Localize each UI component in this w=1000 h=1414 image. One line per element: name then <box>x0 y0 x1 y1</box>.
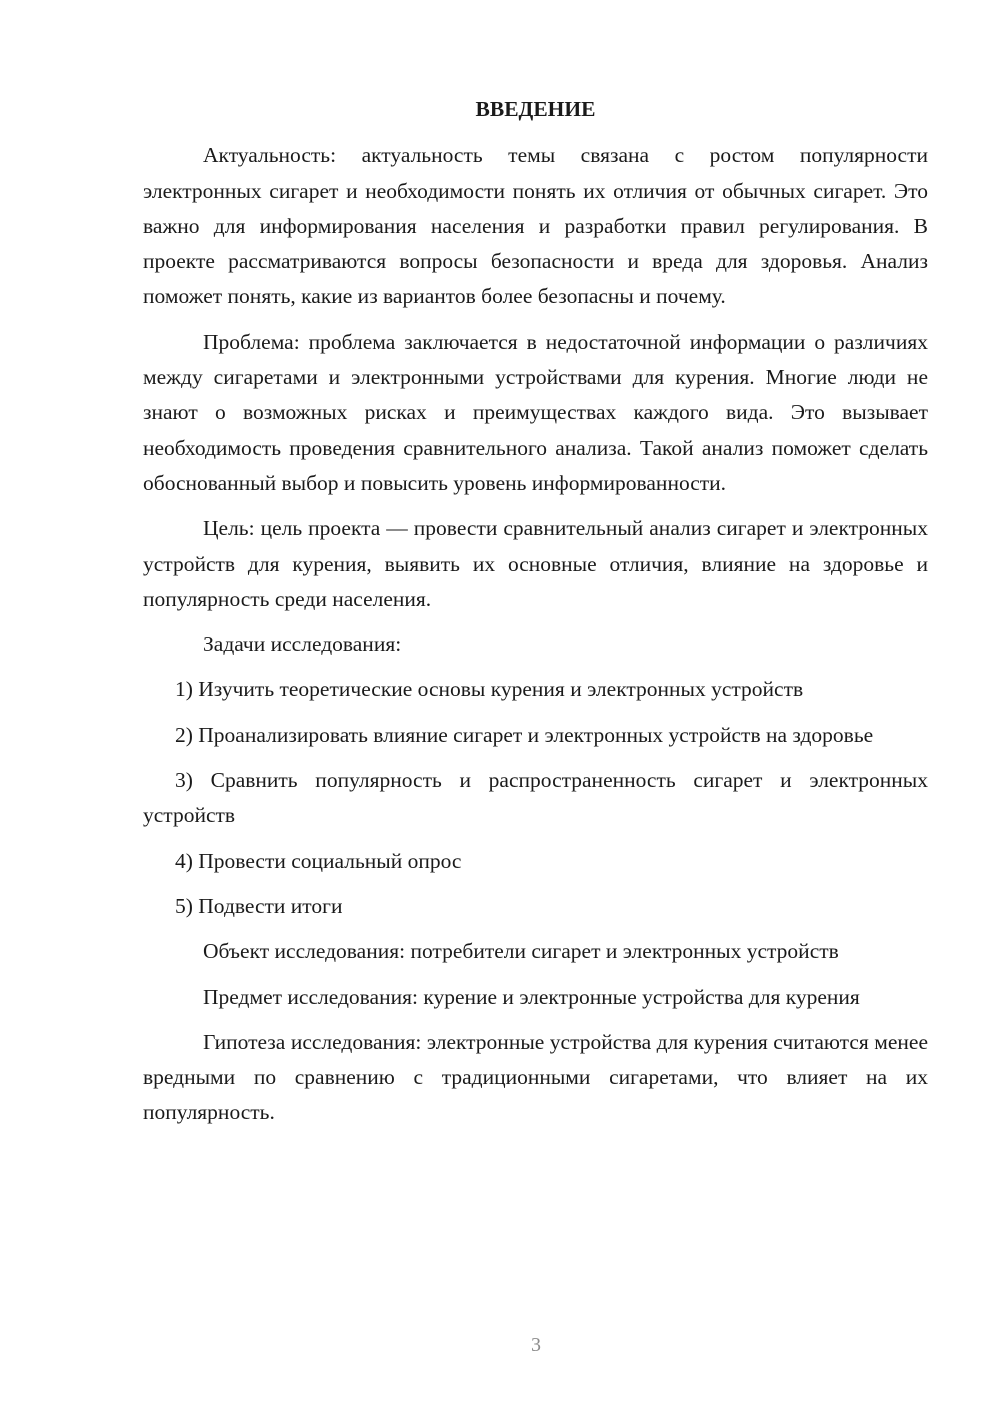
paragraph-subject: Предмет исследования: курение и электронные устройства для курения <box>203 984 860 1009</box>
document-page <box>143 92 928 1141</box>
paragraph-goal: Цель: цель проекта — провести сравнительный анализ сигарет и электронных устройств для курения, выявить их основные отличия, влияние на здоровье и популярность среди населения. <box>143 516 928 611</box>
task-item-4: 4) Провести социальный опрос <box>175 848 462 873</box>
paragraph-tasks-heading: Задачи исследования: <box>203 632 402 657</box>
task-item-2: 2) Проанализировать влияние сигарет и электронных устройств на здоровье <box>175 722 874 747</box>
section-title: ВВЕДЕНИЕ <box>475 97 596 121</box>
task-item-5: 5) Подвести итоги <box>175 893 343 918</box>
paragraph-problem: Проблема: проблема заключается в недостаточной информации о различиях между сигаретами и электронными устройствами для курения. Многие люди не знают о возможных рисках и преимуществах каждого вида. Это вызывает необходимость проведения сравнительного анализа. Такой анализ поможет сделать обоснованный выбор и повысить уровень информированности. <box>143 329 928 495</box>
paragraph-object: Объект исследования: потребители сигарет и электронных устройств <box>203 939 839 964</box>
task-item-1: 1) Изучить теоретические основы курения и электронных устройств <box>175 677 804 702</box>
paragraph-hypothesis: Гипотеза исследования: электронные устройства для курения считаются менее вредными по сравнению с традиционными сигаретами, что влияет на их популярность. <box>143 1029 928 1125</box>
page-number: 3 <box>531 1334 541 1356</box>
paragraph-relevance: Актуальность: актуальность темы связана с ростом популярности электронных сигарет и необходимости понять их отличия от обычных сигарет. Это важно для информирования населения и разработки правил регулирования. В проекте рассматриваются вопросы безопасности и вреда для здоровья. Анализ поможет понять, какие из вариантов более безопасны и почему. <box>143 143 928 309</box>
task-item-3: 3) Сравнить популярность и распространенность сигарет и электронных устройств <box>143 768 928 828</box>
